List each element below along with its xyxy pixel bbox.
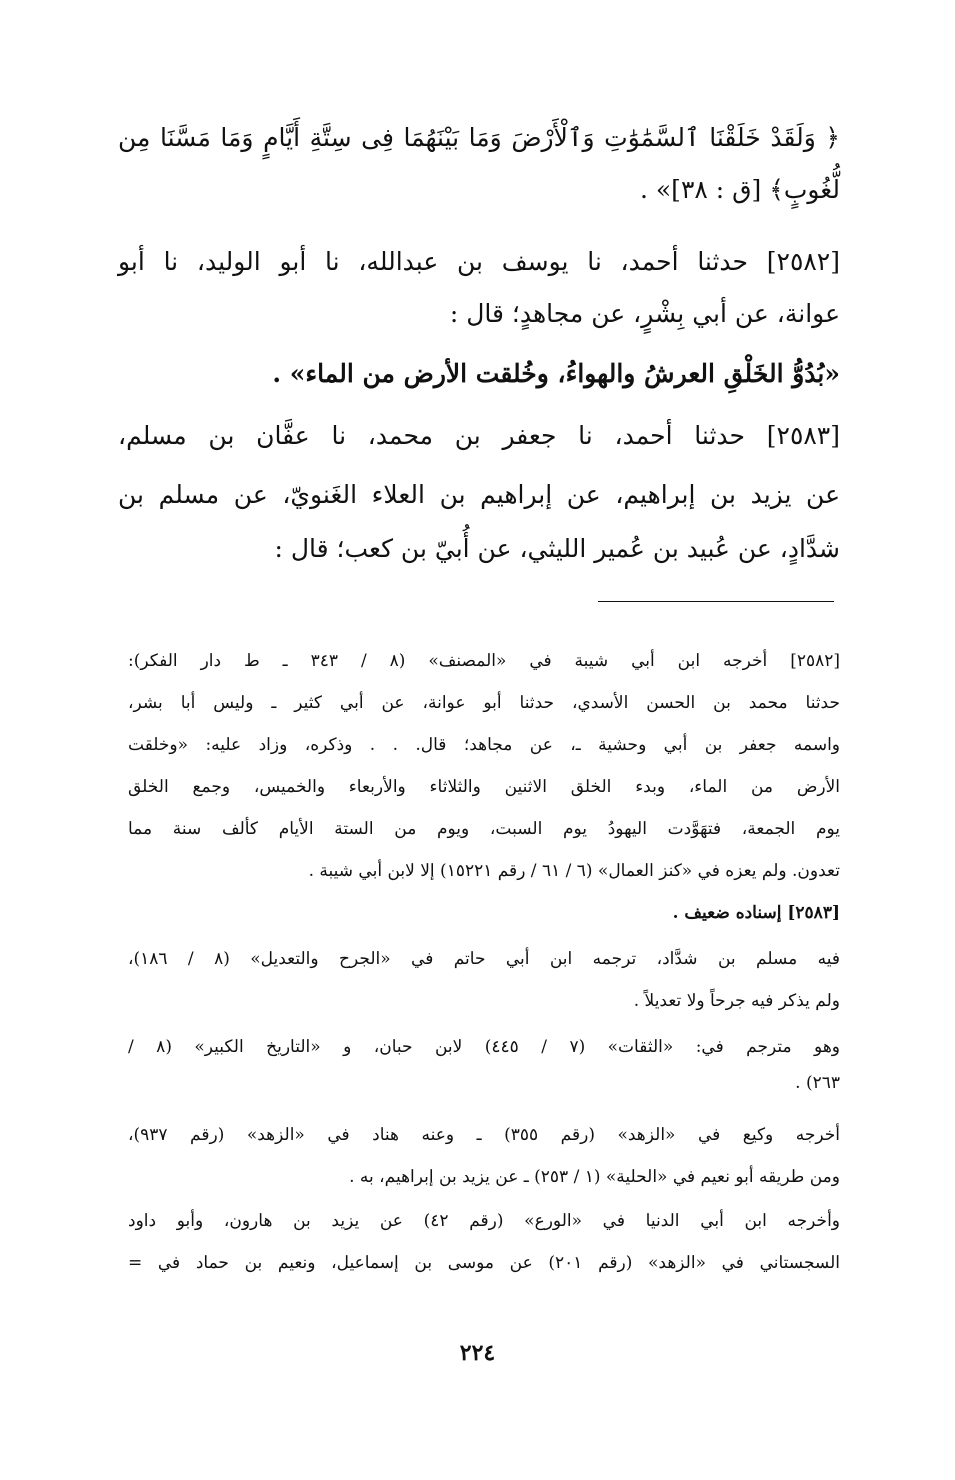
footnote-line-5: يوم الجمعة، فتهَوَّدت اليهودُ يوم السبت، ويوم من الستة الأيام كألف سنة مما <box>128 819 840 839</box>
footnote-line-13: ومن طريقه أبو نعيم في «الحلية» (١ / ٢٥٣) ـ عن يزيد بن إبراهيم، به . <box>349 1167 840 1187</box>
footnote-line-9: ولم يذكر فيه جرحاً ولا تعديلاً . <box>633 991 840 1011</box>
quran-verse-line-1: ﴿ وَلَقَدْ خَلَقْنَا ٱلسَّمَٰوَٰتِ وَٱلْأَرْضَ وَمَا بَيْنَهُمَا فِى سِتَّةِ أَيَّامٍ وَمَا مَسَّنَا مِن <box>118 123 840 152</box>
footnote-line-8: فيه مسلم بن شدَّاد، ترجمه ابن أبي حاتم في «الجرح والتعديل» (٨ / ١٨٦)، <box>128 949 840 969</box>
footnote-line-15: السجستاني في «الزهد» (رقم ٢٠١) عن موسى بن إسماعيل، ونعيم بن حماد في = <box>128 1253 840 1273</box>
footnote-line-7: [٢٥٨٣] إسناده ضعيف . <box>672 903 840 923</box>
footnote-divider <box>598 601 834 602</box>
footnote-line-1: [٢٥٨٢] أخرجه ابن أبي شيبة في «المصنف» (٨ / ٣٤٣ ـ ط دار الفكر): <box>128 651 841 671</box>
footnote-line-11: ٢٦٣) . <box>795 1073 840 1093</box>
footnote-line-14: وأخرجه ابن أبي الدنيا في «الورع» (رقم ٤٢) عن يزيد بن هارون، وأبو داود <box>128 1211 840 1231</box>
footnote-line-6: تعدون. ولم يعزه في «كنز العمال» (٦ / ٦١ / رقم ١٥٢٢١) إلا لابن أبي شيبة . <box>308 861 840 881</box>
footnote-line-10: وهو مترجم في: «الثقات» (٧ / ٤٤٥) لابن حبان، و «التاريخ الكبير» (٨ / <box>128 1037 840 1057</box>
footnote-line-12: أخرجه وكيع في «الزهد» (رقم ٣٥٥) ـ وعنه هناد في «الزهد» (رقم ٩٣٧)، <box>128 1125 840 1145</box>
footnote-line-2: حدثنا محمد بن الحسن الأسدي، حدثنا أبو عوانة، عن أبي كثير ـ وليس أبا بشر، <box>128 693 840 713</box>
page-number: ٢٢٤ <box>459 1340 496 1366</box>
footnote-line-4: الأرض من الماء، وبدء الخلق الاثنين والثلاثاء والأربعاء والخميس، وجمع الخلق <box>128 777 840 797</box>
hadith-2583-line-1: [٢٥٨٣] حدثنا أحمد، نا جعفر بن محمد، نا عفَّان بن مسلم، <box>118 421 840 450</box>
footnote-line-3: واسمه جعفر بن أبي وحشية ـ، عن مجاهد؛ قال. . . وذكره، وزاد عليه: «وخلقت <box>128 735 840 755</box>
hadith-2582-line-1: [٢٥٨٢] حدثنا أحمد، نا يوسف بن عبدالله، نا أبو الوليد، نا أبو <box>118 247 840 276</box>
hadith-2583-line-3: شدَّادٍ، عن عُبيد بن عُمير الليثي، عن أُبيّ بن كعب؛ قال : <box>274 534 840 563</box>
hadith-2583-line-2: عن يزيد بن إبراهيم، عن إبراهيم بن العلاء الغَنويّ، عن مسلم بن <box>118 480 840 509</box>
hadith-2582-line-2: عوانة، عن أبي بِشْرٍ، عن مجاهدٍ؛ قال : <box>449 299 840 328</box>
hadith-2582-quote: «بُدُوُّ الخَلْقِ العرشُ والهواءُ، وخُلقت الأرض من الماء» . <box>272 359 840 388</box>
quran-verse-line-2: لُّغُوبٍ﴾ [ق : ٣٨]» . <box>639 175 840 204</box>
